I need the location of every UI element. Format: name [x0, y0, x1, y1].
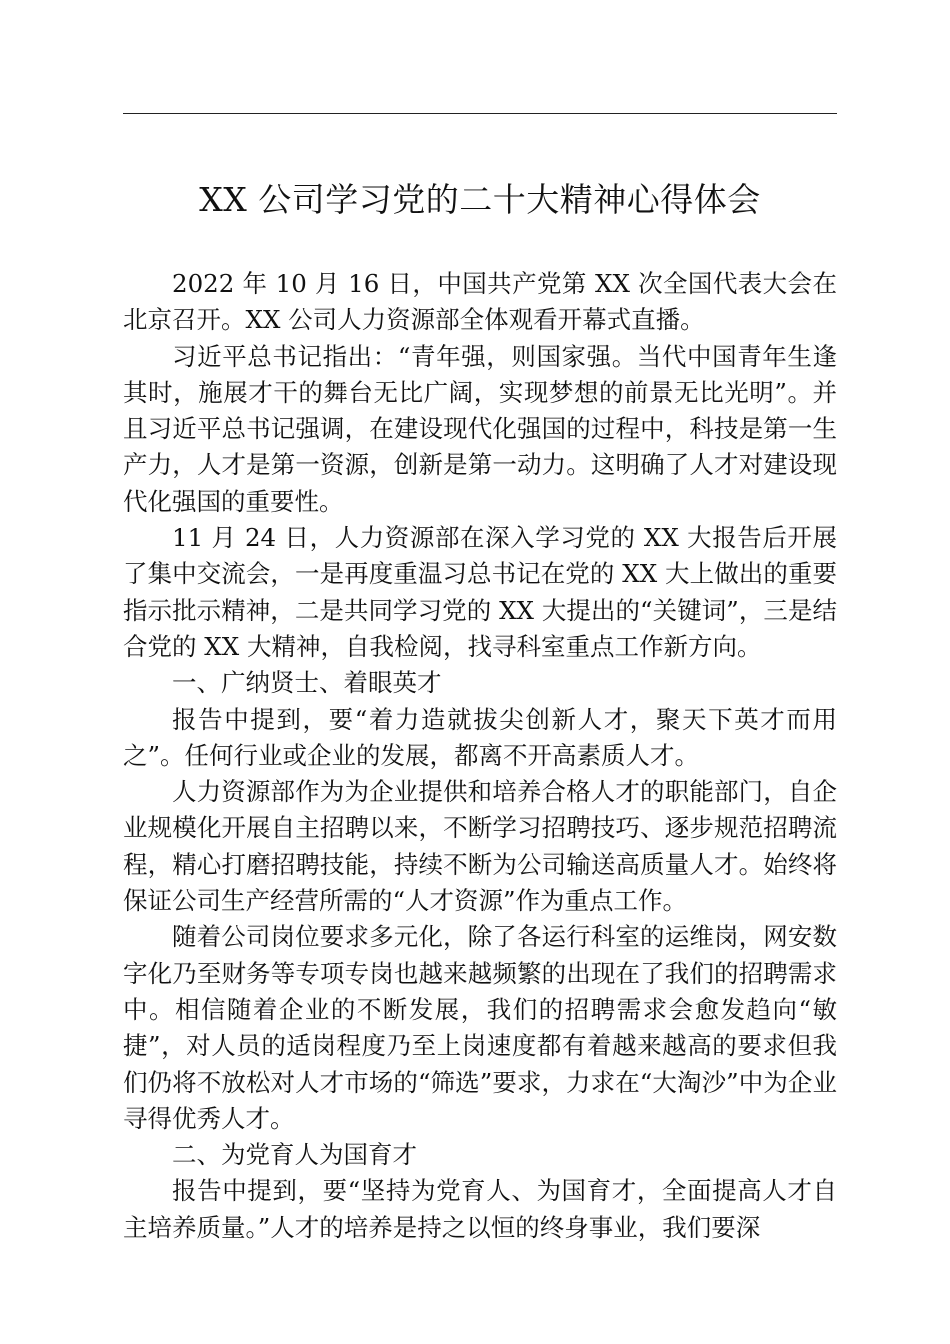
- document-title: XX 公司学习党的二十大精神心得体会: [199, 180, 761, 219]
- paragraph: 报告中提到，要“着力造就拔尖创新人才，聚天下英才而用之”。任何行业或企业的发展，都离不开高素质人才。: [123, 704, 837, 770]
- header-rule: [123, 113, 837, 114]
- paragraph: 随着公司岗位要求多元化，除了各运行科室的运维岗，网安数字化乃至财务等专项专岗也越来越频繁的出现在了我们的招聘需求中。相信随着企业的不断发展，我们的招聘需求会愈发趋向“敏捷”，对人员的适岗程度乃至上岗速度都有着越来越高的要求但我们仍将不放松对人才市场的“筛选”要求，力求在“大淘沙”中为企业寻得优秀人才。: [123, 922, 837, 1133]
- paragraph: 11 月 24 日，人力资源部在深入学习党的 XX 大报告后开展了集中交流会，一是再度重温习总书记在党的 XX 大上做出的重要指示批示精神，二是共同学习党的 XX 大提出的“关键词”，三是结合党的 XX 大精神，自我检阅，找寻科室重点工作新方向。: [123, 523, 837, 661]
- section-heading: 一、广纳贤士、着眼英才: [172, 668, 442, 698]
- section-heading: 二、为党育人为国育才: [172, 1140, 417, 1170]
- paragraph: 习近平总书记指出：“青年强，则国家强。当代中国青年生逢其时，施展才干的舞台无比广阔，实现梦想的前景无比光明”。并且习近平总书记强调，在建设现代化强国的过程中，科技是第一生产力，人才是第一资源，创新是第一动力。这明确了人才对建设现代化强国的重要性。: [123, 341, 837, 516]
- paragraph: 报告中提到，要“坚持为党育人、为国育才，全面提高人才自主培养质量。”人才的培养是持之以恒的终身事业，我们要深: [123, 1176, 837, 1242]
- document-body: [123, 266, 837, 1246]
- paragraph: 人力资源部作为为企业提供和培养合格人才的职能部门，自企业规模化开展自主招聘以来，不断学习招聘技巧、逐步规范招聘流程，精心打磨招聘技能，持续不断为公司输送高质量人才。始终将保证公司生产经营所需的“人才资源”作为重点工作。: [123, 777, 837, 916]
- paragraph: 2022 年 10 月 16 日，中国共产党第 XX 次全国代表大会在北京召开。XX 公司人力资源部全体观看开幕式直播。: [123, 269, 837, 335]
